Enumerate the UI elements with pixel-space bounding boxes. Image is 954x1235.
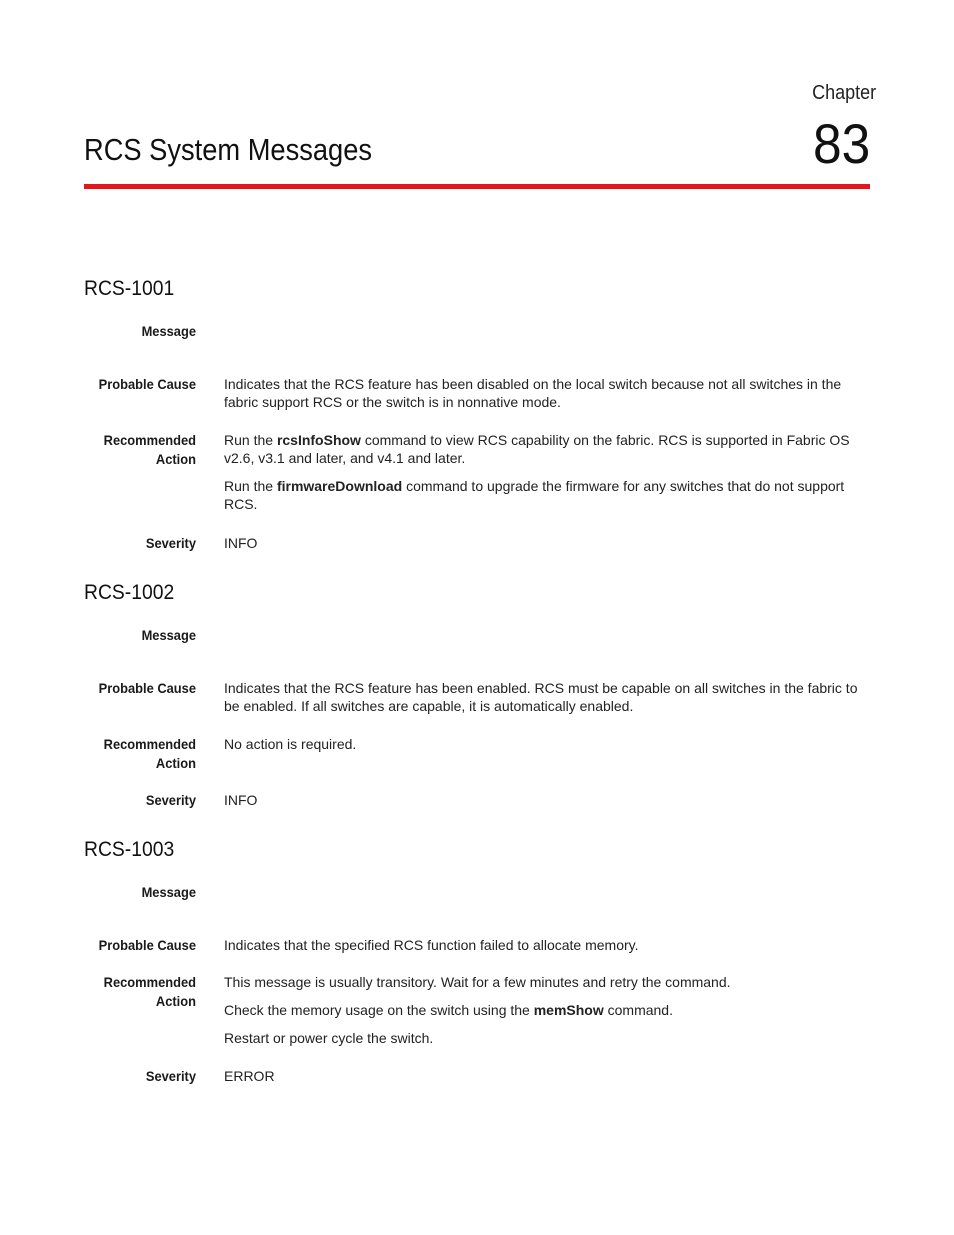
action-paragraph: Check the memory usage on the switch using the memShow command. xyxy=(224,1002,673,1018)
probable-cause-text xyxy=(224,375,872,421)
command-memshow: memShow xyxy=(533,1002,604,1018)
probable-cause-label: Probable Cause xyxy=(98,680,196,696)
recommended-action-label xyxy=(93,735,196,773)
action-paragraph: Run the firmwareDownload command to upgrade the firmware for any switches that do not support RCS. xyxy=(224,478,845,512)
chapter-rule xyxy=(84,184,870,189)
severity-value: INFO xyxy=(224,792,258,808)
recommended-label-line2: Action xyxy=(155,993,196,1009)
recommended-action-text xyxy=(224,973,872,1057)
recommended-label-line1: Recommended xyxy=(103,432,196,448)
probable-cause-paragraph: Indicates that the RCS feature has been enabled. RCS must be capable on all switches in the fabric to be enabled. If all switches are capable, it is automatically enabled. xyxy=(224,680,858,714)
section-rcs-1001 xyxy=(84,276,870,551)
page-title: RCS System Messages xyxy=(84,132,373,167)
action-paragraph: No action is required. xyxy=(224,736,357,752)
section-rcs-1002 xyxy=(84,580,870,808)
severity-label: Severity xyxy=(145,1068,196,1084)
probable-cause-label: Probable Cause xyxy=(98,376,196,392)
severity-label: Severity xyxy=(145,792,196,808)
chapter-number: 83 xyxy=(812,112,870,175)
severity-value: ERROR xyxy=(224,1068,275,1084)
section-rcs-1003 xyxy=(84,837,870,1084)
recommended-action-text xyxy=(224,735,872,763)
recommended-action-label xyxy=(93,973,196,1011)
message-label: Message xyxy=(141,627,196,643)
severity-value: INFO xyxy=(224,535,258,551)
section-title: RCS-1003 xyxy=(84,838,175,861)
action-paragraph: Run the rcsInfoShow command to view RCS capability on the fabric. RCS is supported in Fabric OS v2.6, v3.1 and later, and v4.1 and later. xyxy=(224,432,850,466)
action-paragraph: Restart or power cycle the switch. xyxy=(224,1030,434,1046)
recommended-label-line1: Recommended xyxy=(103,736,196,752)
probable-cause-text xyxy=(224,936,872,964)
chapter-label: Chapter xyxy=(811,82,876,104)
recommended-label-line2: Action xyxy=(155,451,196,467)
probable-cause-paragraph: Indicates that the specified RCS function failed to allocate memory. xyxy=(224,937,639,953)
recommended-label-line1: Recommended xyxy=(103,974,196,990)
recommended-action-text xyxy=(224,431,872,523)
probable-cause-paragraph: Indicates that the RCS feature has been disabled on the local switch because not all switches in the fabric support RCS or the switch is in nonnative mode. xyxy=(224,376,842,410)
message-label: Message xyxy=(141,884,196,900)
section-title: RCS-1001 xyxy=(84,277,175,300)
action-paragraph: This message is usually transitory. Wait for a few minutes and retry the command. xyxy=(224,974,731,990)
probable-cause-label: Probable Cause xyxy=(98,937,196,953)
message-label: Message xyxy=(141,323,196,339)
recommended-action-label xyxy=(93,431,196,469)
recommended-label-line2: Action xyxy=(155,755,196,771)
command-rcsinfoshow: rcsInfoShow xyxy=(276,432,361,448)
section-title: RCS-1002 xyxy=(84,581,175,604)
command-firmwaredownload: firmwareDownload xyxy=(276,478,403,494)
severity-label: Severity xyxy=(145,535,196,551)
probable-cause-text xyxy=(224,679,872,725)
